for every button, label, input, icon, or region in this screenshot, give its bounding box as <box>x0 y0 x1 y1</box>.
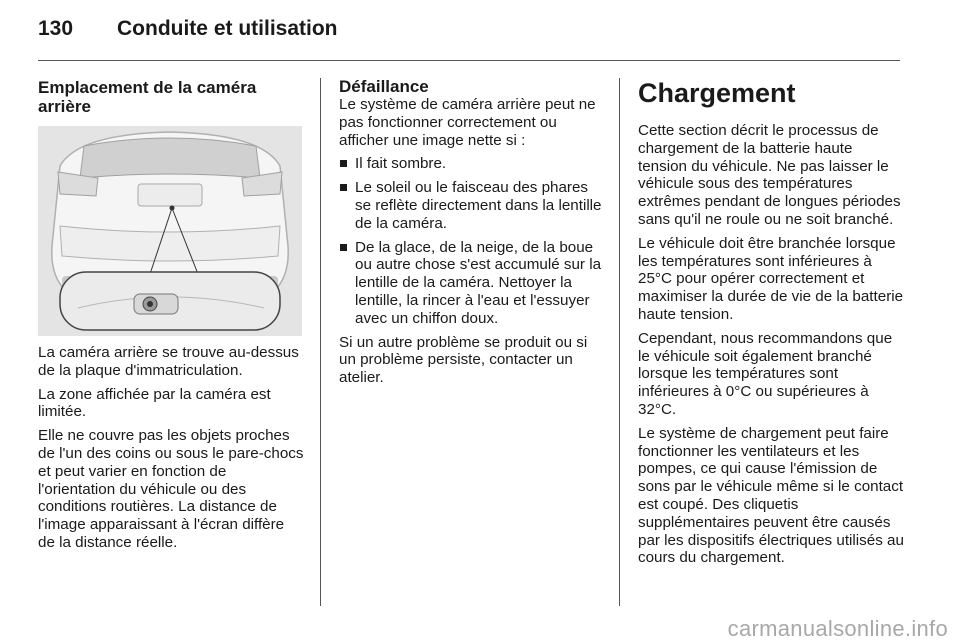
square-bullet-icon <box>340 160 347 167</box>
paragraph: La caméra arrière se trouve au-dessus de la plaque d'immatriculation. <box>38 344 299 379</box>
column-charging <box>638 78 904 573</box>
page-number: 130 <box>38 17 74 40</box>
list-item-text: De la glace, de la neige, de la boue ou autre chose s'est accumulé sur la lentille de la caméra. Nettoyer la lentille, la rincer à l'eau et l'essuyer avec un chiffon doux. <box>355 238 602 327</box>
paragraph: Cependant, nous recommandons que le véhicule soit également branché lorsque les températures sont inférieures à 0°C ou supérieures à 32°C. <box>638 329 893 418</box>
column-divider-1 <box>320 78 321 606</box>
column-divider-2 <box>619 78 620 606</box>
paragraph-outro: Si un autre problème se produit ou si un problème persiste, contacter un atelier. <box>339 333 588 387</box>
square-bullet-icon <box>340 244 347 251</box>
header-rule <box>38 60 900 61</box>
bullet-list <box>339 155 605 327</box>
section-heading-malfunction: Défaillance <box>339 77 429 96</box>
paragraph-intro: Le système de caméra arrière peut ne pas fonctionner correctement ou afficher une image nette si : <box>339 96 596 149</box>
paragraph: Cette section décrit le processus de chargement de la batterie haute tension du véhicule. Ne pas laisser le véhicule sous des températures extrêmes pendant de longues périodes sans qu'il ne roule ou ne soit branché. <box>638 122 901 228</box>
section-heading-camera-location: Emplacement de la caméra arrière <box>38 78 257 116</box>
watermark: carmanualsonline.info <box>727 616 948 641</box>
paragraph: Le véhicule doit être branchée lorsque les températures sont inférieures à 25°C pour opérer correctement et maximiser la durée de vie de la batterie haute tension. <box>638 234 904 323</box>
square-bullet-icon <box>340 184 347 191</box>
column-camera-location <box>38 78 304 558</box>
paragraph: La zone affichée par la caméra est limitée. <box>38 385 271 421</box>
column-malfunction <box>339 78 605 393</box>
list-item-text: Il fait sombre. <box>355 155 447 173</box>
paragraph: Elle ne couvre pas les objets proches de l'un des coins ou sous le pare-chocs et peut varier en fonction de l'orientation du véhicule ou des conditions routières. La distance de l'image apparaissant à l'écran diffère de la distance réelle. <box>38 427 304 551</box>
page-header-title: Conduite et utilisation <box>117 17 338 40</box>
list-item-text: Le soleil ou le faisceau des phares se reflète directement dans la lentille de la caméra. <box>355 179 602 232</box>
list-item <box>339 179 605 232</box>
list-item <box>339 239 605 328</box>
rear-camera-illustration <box>38 126 302 336</box>
paragraph: Le système de chargement peut faire fonctionner les ventilateurs et les pompes, ce qui cause l'émission de sons par le véhicule même si le contact est coupé. Des cliquetis supplémentaires peuvent être causés par les dispositifs électriques utilisés au cours du chargement. <box>638 424 904 567</box>
list-item <box>339 155 605 173</box>
section-heading-charging: Chargement <box>638 78 796 108</box>
